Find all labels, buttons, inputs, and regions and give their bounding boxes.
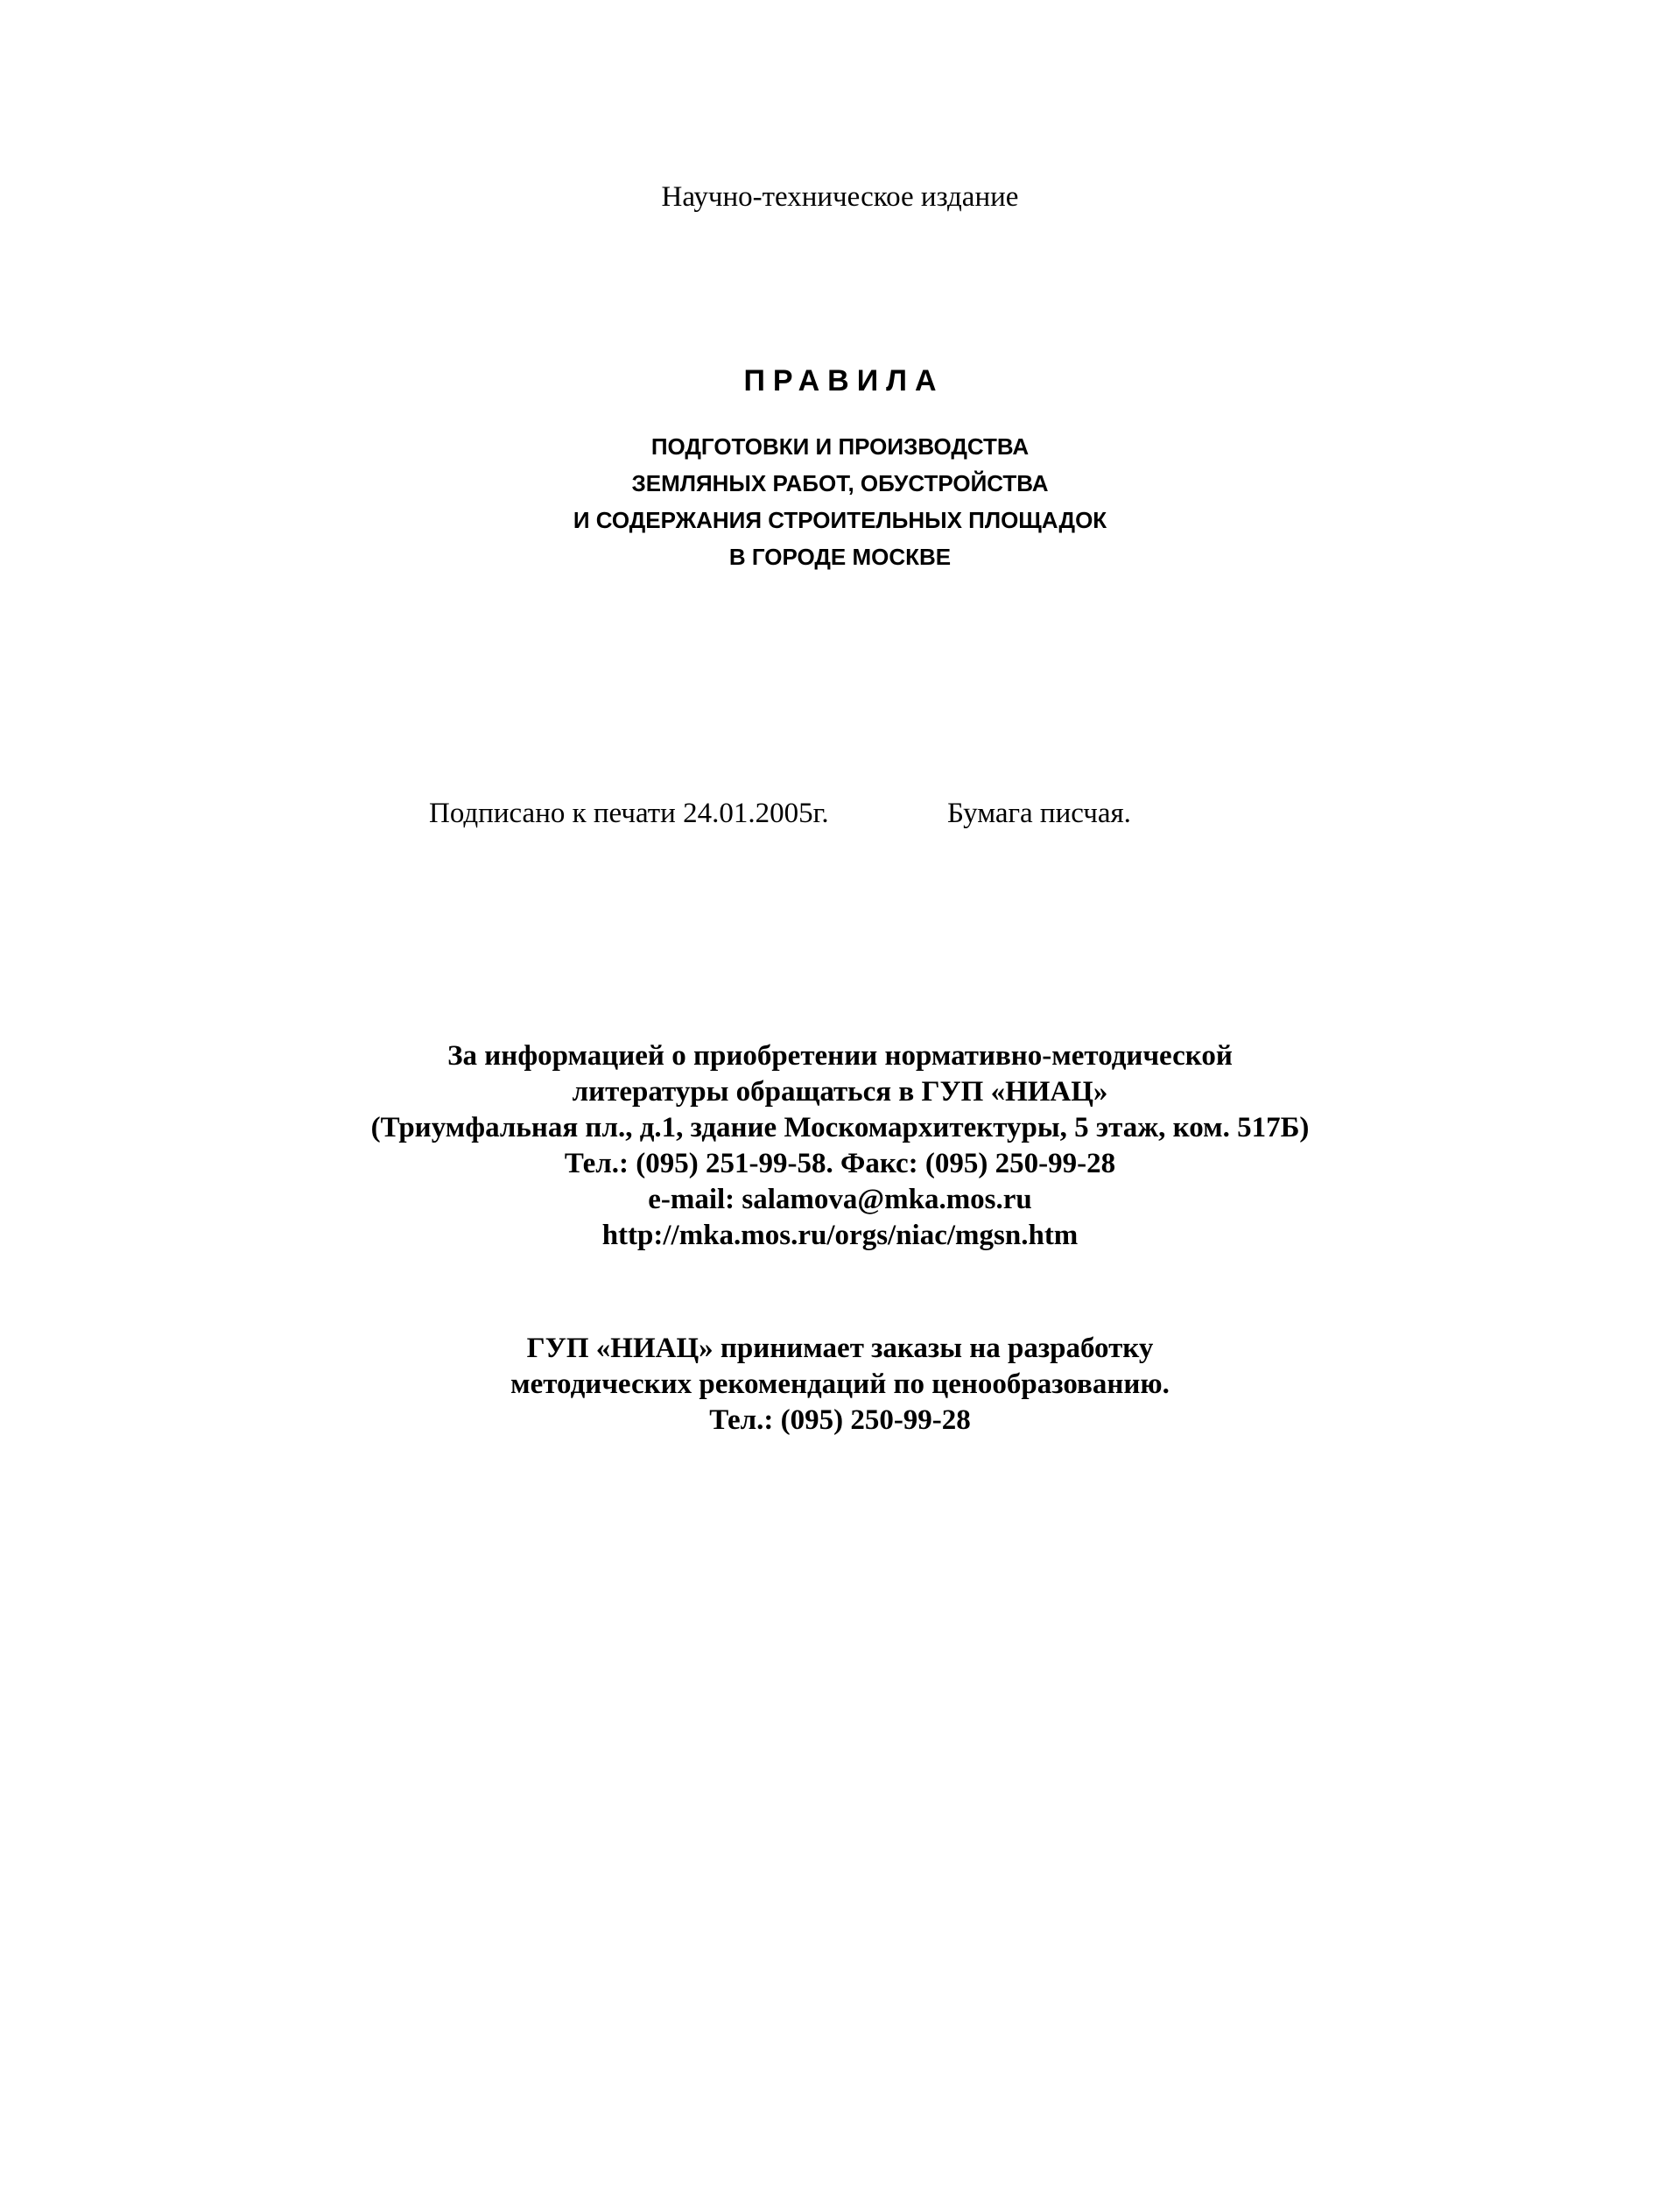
edition-type: Научно-техническое издание xyxy=(661,181,1019,213)
orders-line-1: ГУП «НИАЦ» принимает заказы на разработку xyxy=(526,1333,1154,1364)
print-info xyxy=(0,795,1680,832)
purchase-info-block xyxy=(0,1038,1680,1254)
purchase-info-line-1: За информацией о приобретении нормативно-методической xyxy=(447,1040,1233,1072)
orders-info-block xyxy=(0,1331,1680,1439)
email-link[interactable]: e-mail: salamova@mka.mos.ru xyxy=(648,1184,1032,1215)
document-subtitle xyxy=(0,428,1680,575)
office-address: (Триумфальная пл., д.1, здание Москомархитектуры, 5 этаж, ком. 517Б) xyxy=(370,1112,1310,1143)
document-title: ПРАВИЛА xyxy=(743,364,945,397)
subtitle-line-2: ЗЕМЛЯНЫХ РАБОТ, ОБУСТРОЙСТВА xyxy=(631,470,1049,496)
subtitle-line-3: И СОДЕРЖАНИЯ СТРОИТЕЛЬНЫХ ПЛОЩАДОК xyxy=(573,507,1107,533)
website-link[interactable]: http://mka.mos.ru/orgs/niac/mgsn.htm xyxy=(601,1220,1079,1251)
phone-fax: Тел.: (095) 251-99-58. Факс: (095) 250-99-28 xyxy=(564,1148,1116,1179)
paper-type: Бумага писчая. xyxy=(947,798,1131,829)
subtitle-line-1: ПОДГОТОВКИ И ПРОИЗВОДСТВА xyxy=(650,433,1030,460)
signed-for-print: Подписано к печати 24.01.2005г. xyxy=(429,798,829,829)
orders-line-2: методических рекомендаций по ценообразованию. xyxy=(510,1368,1170,1400)
subtitle-line-4: В ГОРОДЕ МОСКВЕ xyxy=(728,544,952,570)
orders-phone: Тел.: (095) 250-99-28 xyxy=(709,1404,971,1436)
purchase-info-line-2: литературы обращаться в ГУП «НИАЦ» xyxy=(572,1076,1108,1108)
